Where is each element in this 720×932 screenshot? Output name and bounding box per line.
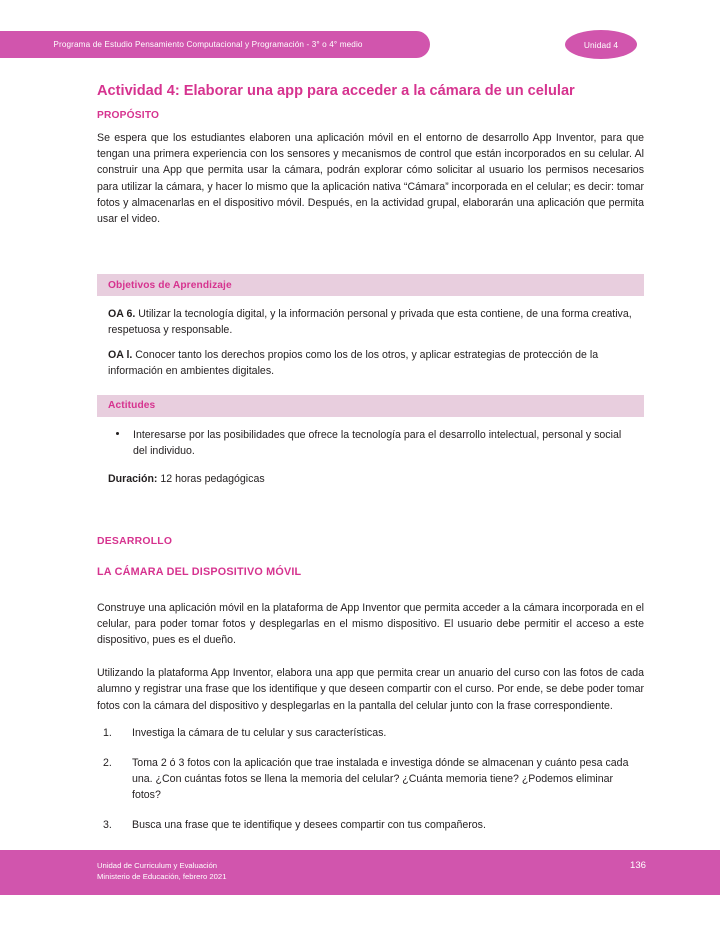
objetivo-text: Conocer tanto los derechos propios como los de los otros, y aplicar estrategias de protección de la información en ambientes digitales.	[108, 349, 599, 378]
objetivo-code: OA l.	[108, 349, 133, 362]
unit-badge-label: Unidad 4	[583, 39, 619, 50]
program-title-text: Programa de Estudio Pensamiento Computacional y Programación - 3° o 4° medio	[53, 40, 363, 49]
desarrollo-steps-list	[97, 725, 644, 833]
duracion-line	[97, 472, 644, 488]
desarrollo-heading: DESARROLLO	[97, 535, 173, 547]
list-item	[97, 755, 644, 803]
objetivo-item	[97, 306, 644, 338]
list-item	[97, 427, 644, 459]
actitudes-heading-label: Actitudes	[108, 400, 156, 412]
activity-title: Actividad 4: Elaborar una app para acceder a la cámara de un celular	[97, 83, 575, 99]
footer-line-2: Ministerio de Educación, febrero 2021	[97, 872, 227, 882]
page-footer	[0, 850, 720, 895]
objetivos-heading-box	[97, 274, 644, 296]
proposito-paragraph: Se espera que los estudiantes elaboren una aplicación móvil en el entorno de desarrollo App Inventor, para que tengan una primera experiencia con los sensores y mecanismos de control que están incorporados en su celular. Al construir una App que permita usar la cámara, podrán explorar cómo solicitar al usuario los permisos necesarios para utilizar la cámara, y hacer lo mismo que la aplicación nativa “Cámara” incorporada en el celular; es decir: tomar fotos y almacenarlas en el dispositivo móvil. Después, en la actividad grupal, elaborarán una aplicación que permita usar el video.	[97, 131, 644, 225]
duracion-value: 12 horas pedagógicas	[157, 472, 265, 485]
bullet-icon	[116, 432, 119, 435]
footer-line-1: Unidad de Curriculum y Evaluación	[97, 861, 218, 870]
step-number: 1.	[103, 726, 112, 739]
objetivo-text: Utilizar la tecnología digital, y la información personal y privada que esta contiene, de una forma creativa, respetuosa y responsable.	[108, 308, 632, 337]
objetivos-heading-label: Objetivos de Aprendizaje	[108, 279, 232, 291]
spacer	[97, 488, 644, 524]
list-item	[97, 725, 644, 741]
actitudes-heading-box	[97, 395, 644, 417]
step-text: Investiga la cámara de tu celular y sus características.	[132, 726, 387, 739]
page-content	[97, 82, 644, 847]
step-text: Toma 2 ó 3 fotos con la aplicación que trae instalada e investiga dónde se almacenan y cuánto pesa cada una. ¿Con cuántas fotos se llena la memoria del celular? ¿Cuánta memoria tiene? ¿Podemos eliminar fotos?	[132, 756, 629, 802]
spacer	[97, 524, 644, 536]
actitudes-list	[97, 427, 644, 459]
program-title-banner	[0, 31, 430, 58]
desarrollo-paragraph: Utilizando la plataforma App Inventor, elabora una app que permita crear un anuario del curso con las fotos de cada alumno y registrar una frase que los identifique y que deseen compartir con el curso. Por ende, se debe poder tomar fotos con la cámara del dispositivo y desplegarlas en la pantalla del celular junto con la frase correspondiente.	[97, 667, 644, 712]
step-text: Busca una frase que te identifique y desees compartir con tus compañeros.	[132, 819, 486, 832]
page-header	[0, 0, 720, 76]
unit-badge	[565, 30, 637, 59]
desarrollo-paragraph: Construye una aplicación móvil en la plataforma de App Inventor que permita acceder a la cámara incorporada en el celular, para poder tomar fotos y desplegarlas en el mismo dispositivo. El usuario debe permitir el acceso a este dispositivo, pues es el dueño.	[97, 601, 644, 647]
footer-institution	[97, 860, 226, 882]
actitud-text: Interesarse por las posibilidades que ofrece la tecnología para el desarrollo intelectual, personal y social del individuo.	[133, 428, 622, 457]
objetivo-item	[97, 347, 644, 379]
duracion-label: Duración:	[108, 472, 158, 485]
desarrollo-subheading: LA CÁMARA DEL DISPOSITIVO MÓVIL	[97, 565, 302, 578]
proposito-label: PROPÓSITO	[97, 109, 160, 121]
step-number: 3.	[103, 819, 112, 832]
step-number: 2.	[103, 756, 112, 769]
objetivo-code: OA 6.	[108, 308, 136, 321]
page-number: 136	[629, 860, 646, 871]
list-item	[97, 817, 644, 833]
spacer	[97, 238, 644, 274]
